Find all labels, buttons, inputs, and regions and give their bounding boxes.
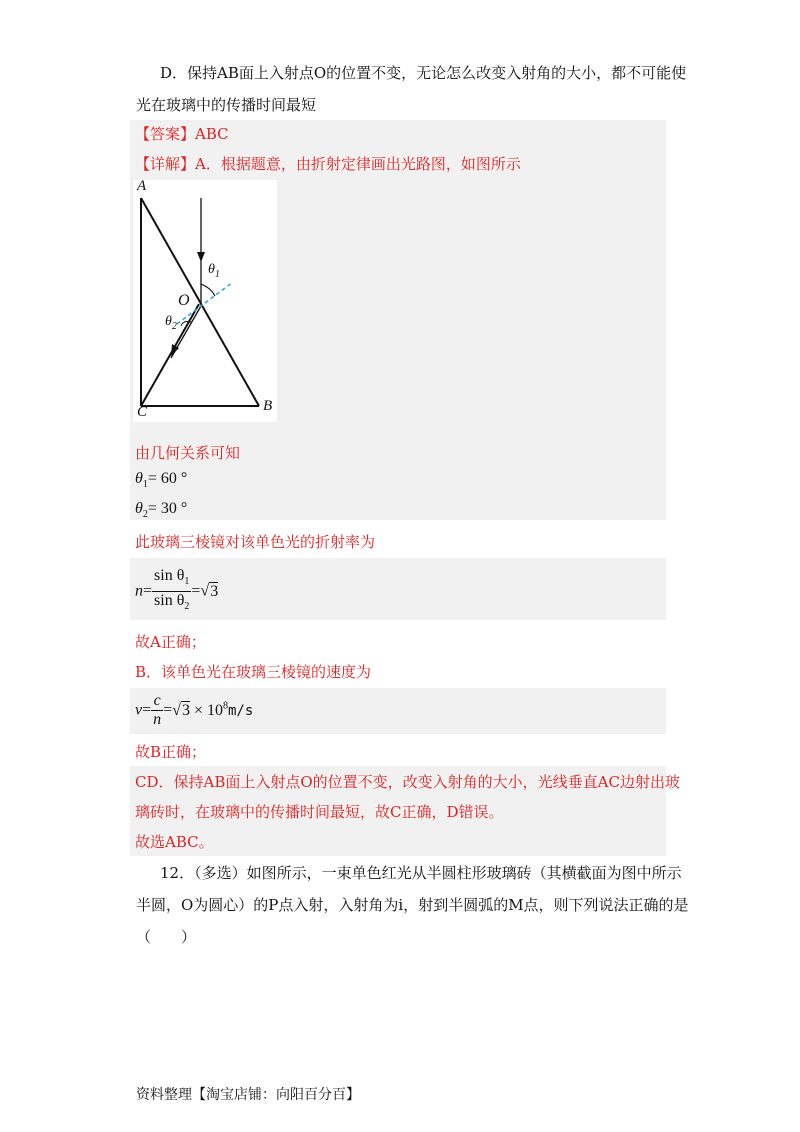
- q12-line2: 半圆，O为圆心）的P点入射，入射角为i，射到半圆弧的M点，则下列说法正确的是: [136, 896, 689, 914]
- q12-line3: （ ）: [136, 928, 197, 946]
- geometry-text: 由几何关系可知: [135, 444, 241, 462]
- equation-theta2: $\theta_2= 30$ °: [135, 500, 188, 521]
- answer-label: 【答案】: [135, 125, 196, 143]
- equation-theta1: $\theta_1= 60$ °: [135, 470, 188, 491]
- angle-arc-1: [201, 284, 215, 296]
- vertex-label-b: B: [263, 398, 273, 414]
- option-d-line2: 光在玻璃中的传播时间最短: [136, 96, 317, 114]
- b-text: B．该单色光在玻璃三棱镜的速度为: [135, 663, 372, 681]
- choose-line: 故选ABC。: [135, 833, 214, 851]
- cd-line2: 璃砖时，在玻璃中的传播时间最短，故C正确，D错误。: [135, 803, 504, 821]
- detail-label: 【详解】: [135, 155, 196, 173]
- vertex-label-c: C: [137, 404, 148, 420]
- angle-label-theta2: $\theta_2$: [165, 314, 177, 332]
- equation-v: v= $\frac{c}{n}$ $=√3 \times 10^8m/s$: [135, 692, 254, 728]
- cd-line1: CD．保持AB面上入射点O的位置不变，改变入射角的大小，光线垂直AC边射出玻: [135, 773, 680, 791]
- point-label-o: O: [178, 292, 190, 309]
- refraction-text: 此玻璃三棱镜对该单色光的折射率为: [135, 533, 376, 551]
- q12-line1: 12．（多选）如图所示，一束单色红光从半圆柱形玻璃砖（其横截面为图中所示: [160, 864, 682, 882]
- prism-figure: [133, 180, 277, 422]
- answer-line: [135, 124, 229, 144]
- a-correct: 故A正确；: [135, 633, 206, 651]
- b-correct: 故B正确；: [135, 743, 207, 761]
- prism-diagram: [133, 180, 277, 422]
- detail-line: [135, 154, 521, 174]
- equation-n: n= $\frac{\sin \theta_1}{\sin \theta_2}$ =√3: [135, 567, 219, 613]
- vertex-label-a: A: [137, 178, 147, 194]
- option-d-line1: D．保持AB面上入射点O的位置不变，无论怎么改变入射角的大小，都不可能使: [160, 64, 687, 82]
- footer-text: 资料整理【淘宝店铺：向阳百分百】: [136, 1087, 360, 1103]
- answer-value: ABC: [195, 125, 229, 143]
- angle-label-theta1: $\theta_1$: [208, 262, 220, 280]
- detail-text: A．根据题意，由折射定律画出光路图，如图所示: [195, 155, 521, 173]
